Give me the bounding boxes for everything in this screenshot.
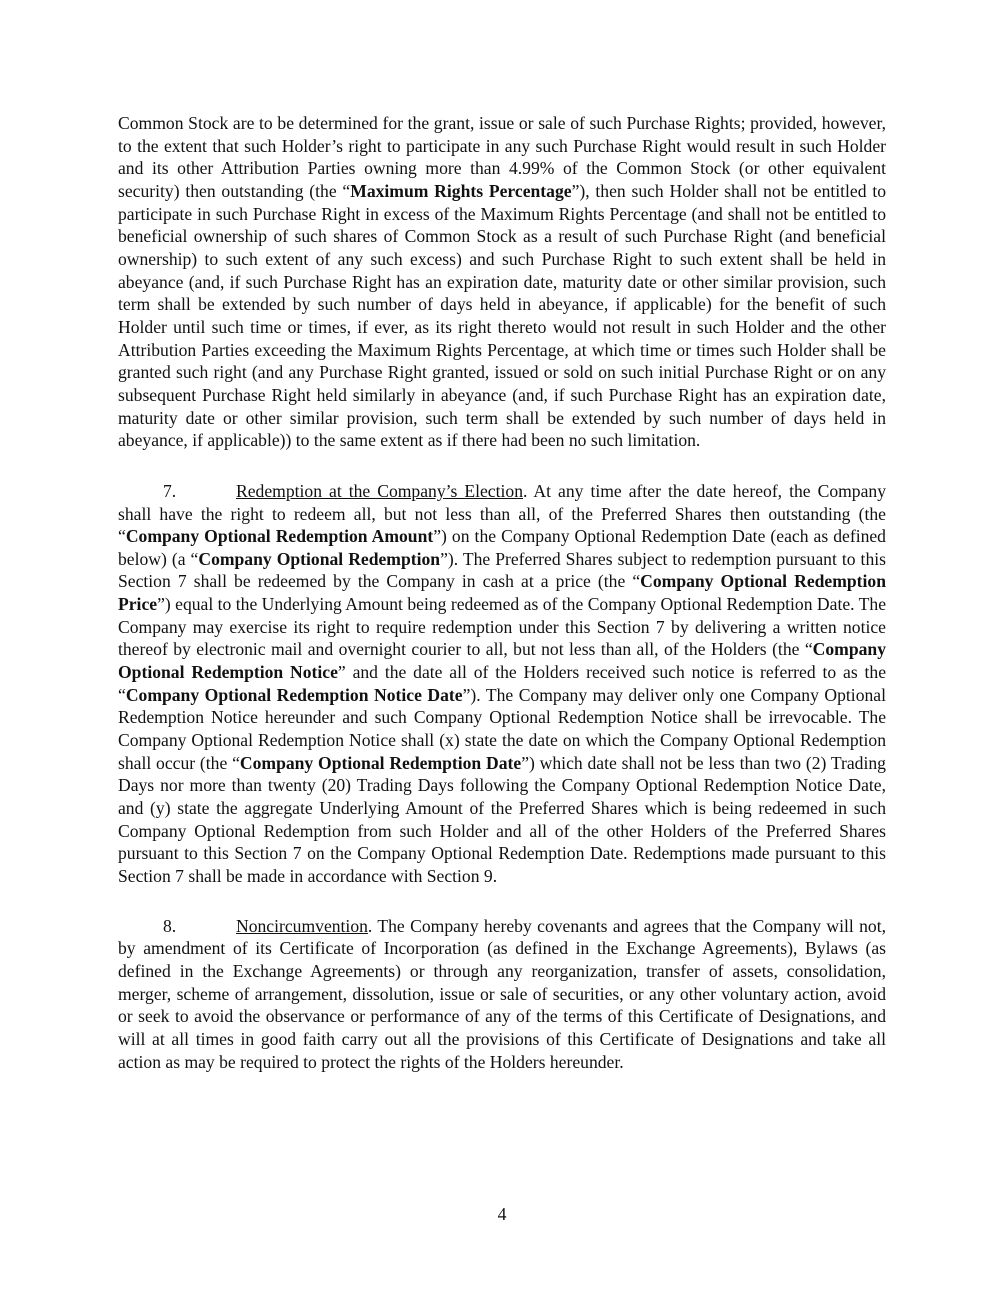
section-number: 8. xyxy=(163,915,177,936)
paragraph-text: ”). The Company may deliver only one Company Optional Redemption Notice hereunder and such Company Optional Redemption Notice shall be irrevocable. The Company Optional Redemption Notice shall (x) state the date on which the Company Optional Redemption shall occur (the “ xyxy=(118,684,886,773)
paragraph-text: ” and the date all of the Holders received such notice is referred to as the “ xyxy=(118,662,887,705)
paragraph-text: ”) which date shall not be less than two (2) Trading Days nor more than twenty (20) Trading Days following the Company Optional Redemption Notice Date, and (y) state the aggregate Underlying Amount of the Preferred Shares which is being redeemed in such Company Optional Redemption from such Holder and all of the other Holders of the Preferred Shares pursuant to this Section 7 on the Company Optional Redemption Date. Redemptions made pursuant to this Section 7 shall be made in accordance with Section 9. xyxy=(118,752,886,886)
paragraph-text: ”) on the Company Optional Redemption Date (each as defined below) (a “ xyxy=(118,526,886,569)
document-page xyxy=(118,112,886,1073)
defined-term-company-optional-redemption-date: Company Optional Redemption Date xyxy=(239,752,522,773)
section-number: 7. xyxy=(163,480,177,501)
section-8-noncircumvention xyxy=(118,915,886,1074)
paragraph-text: . The Company hereby covenants and agrees that the Company will not, by amendment of its Certificate of Incorporation (as defined in the Exchange Agreements), Bylaws (as defined in the Exchange Agreements) or through any reorganization, transfer of assets, consolidation, merger, scheme of arrangement, dissolution, issue or sale of securities, or any other voluntary action, avoid or seek to avoid the observance or performance of any of the terms of this Certificate of Designations, and will at all times in good faith carry out all the provisions of this Certificate of Designations and take all action as may be required to protect the rights of the Holders hereunder. xyxy=(118,915,886,1072)
section-7-redemption xyxy=(118,480,886,888)
page-number: 4 xyxy=(497,1204,507,1224)
paragraph-text: ”), then such Holder shall not be entitled to participate in such Purchase Right in excess of the Maximum Rights Percentage (and shall not be entitled to beneficial ownership of such shares of Common Stock as a result of such Purchase Right (and beneficial ownership) to such extent of any such excess) and such Purchase Right to such extent shall be held in abeyance (and, if such Purchase Right has an expiration date, maturity date or other similar provision, such term shall be extended by such number of days held in abeyance, if applicable) for the benefit of such Holder until such time or times, if ever, as its right thereto would not result in such Holder and the other Attribution Parties exceeding the Maximum Rights Percentage, at which time or times such Holder shall be granted such right (and any Purchase Right granted, issued or sold on such initial Purchase Right or on any subsequent Purchase Right held similarly in abeyance (and, if such Purchase Right has an expiration date, maturity date or other similar provision, such term shall be extended by such number of days held in abeyance, if applicable)) to the same extent as if there had been no such limitation. xyxy=(118,180,887,451)
defined-term-company-optional-redemption-notice: Company Optional Redemption Notice xyxy=(118,639,886,683)
paragraph-text: ”). The Preferred Shares subject to redemption pursuant to this Section 7 shall be redeemed by the Company in cash at a price (the “ xyxy=(118,548,886,592)
section-heading: Redemption at the Company’s Election xyxy=(236,480,523,501)
defined-term-maximum-rights-percentage: Maximum Rights Percentage xyxy=(350,180,572,201)
paragraph-purchase-rights-limitation xyxy=(118,112,886,452)
paragraph-text: . At any time after the date hereof, the Company shall have the right to redeem all, but not less than all, of the Preferred Shares then outstanding (the “ xyxy=(118,480,887,547)
defined-term-company-optional-redemption-notice-date: Company Optional Redemption Notice Date xyxy=(125,684,463,705)
defined-term-company-optional-redemption-amount: Company Optional Redemption Amount xyxy=(125,526,434,547)
paragraph-text: ”) equal to the Underlying Amount being redeemed as of the Company Optional Redemption Date. The Company may exercise its right to require redemption under this Section 7 by delivering a written notice thereof by electronic mail and overnight courier to all, but not less than all, of the Holders (the “ xyxy=(118,594,886,660)
defined-term-company-optional-redemption: Company Optional Redemption xyxy=(198,548,441,569)
paragraph-text: Common Stock are to be determined for the grant, issue or sale of such Purchase Rights; provided, however, to the extent that such Holder’s right to participate in any such Purchase Right would result in such Holder and its other Attribution Parties owning more than 4.99% of the Common Stock (or other equivalent security) then outstanding (the “ xyxy=(118,113,886,201)
section-heading: Noncircumvention xyxy=(236,915,368,936)
defined-term-company-optional-redemption-price: Company Optional Redemption Price xyxy=(118,571,886,615)
